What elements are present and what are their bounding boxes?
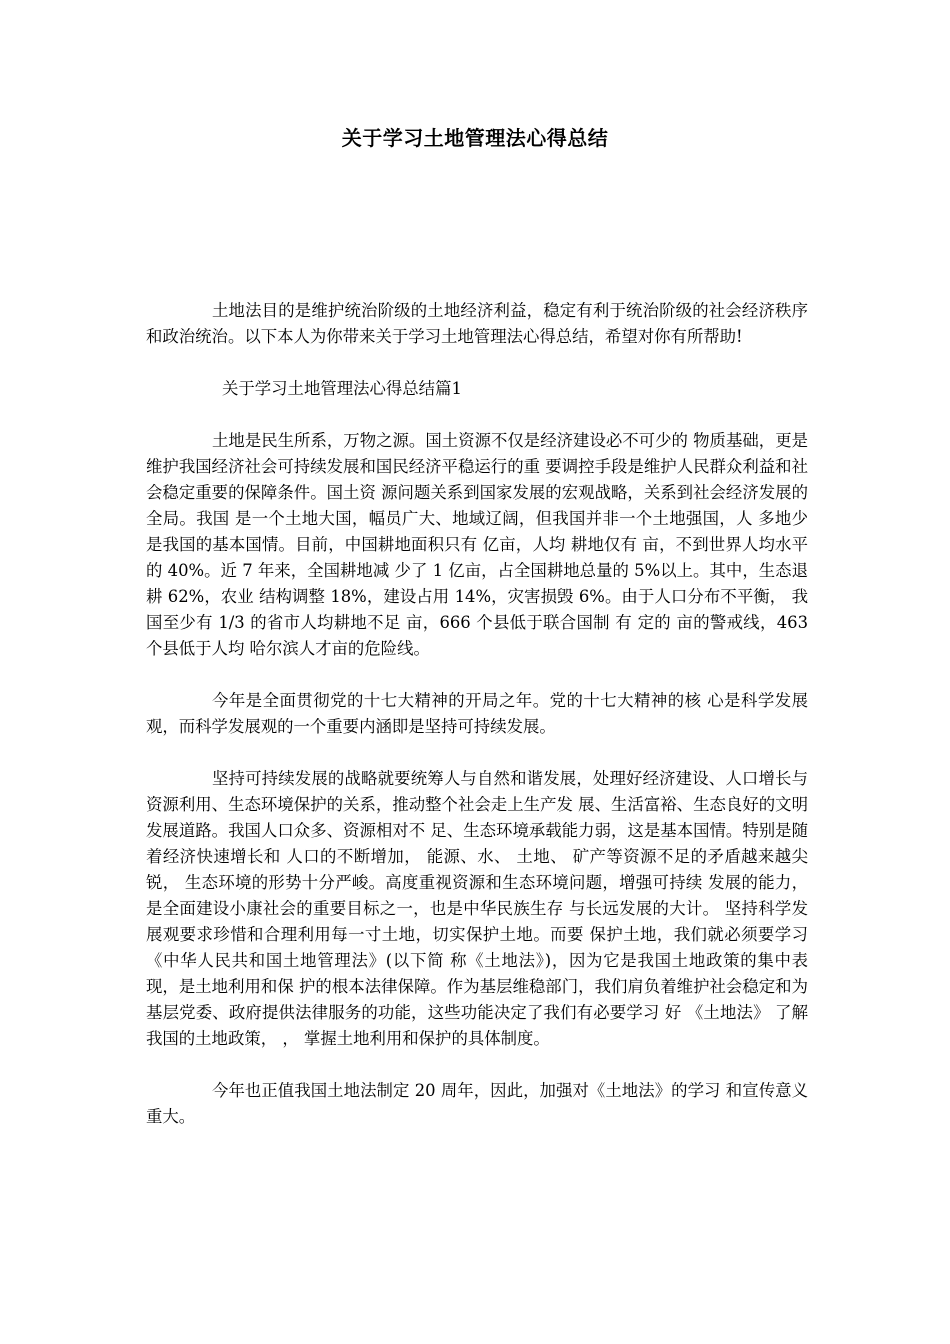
- document-body: [146, 298, 808, 1130]
- body-paragraph-2: 今年是全面贯彻党的十七大精神的开局之年。党的十七大精神的核 心是科学发展观，而科学发展观的一个重要内涵即是坚持可持续发展。: [146, 691, 808, 736]
- document-title: 关于学习土地管理法心得总结: [341, 126, 609, 150]
- body-paragraph-3: 坚持可持续发展的战略就要统筹人与自然和谐发展，处理好经济建设、人口增长与资源利用、生态环境保护的关系，推动整个社会走上生产发 展、生活富裕、生态良好的文明发展道路。我国人口众多、资源相对不 足、生态环境承载能力弱，这是基本国情。特别是随着经济快速增长和 人口的不断增加， 能源、水、 土地、 矿产等资源不足的矛盾越来越尖锐， 生态环境的形势十分严峻。高度重视资源和生态环境问题，增强可持续 发展的能力，是全面建设小康社会的重要目标之一，也是中华民族生存 与长远发展的大计。 坚持科学发展观要求珍惜和合理利用每一寸土地，切实保护土地。而要 保护土地，我们就必须要学习《中华人民共和国土地管理法》(以下简 称《土地法》)，因为它是我国土地政策的集中表现，是土地利用和保 护的根本法律保障。作为基层维稳部门，我们肩负着维护社会稳定和为 基层党委、政府提供法律服务的功能，这些功能决定了我们有必要学习 好 《土地法》 了解我国的土地政策， ， 掌握土地利用和保护的具体制度。: [146, 769, 808, 1048]
- section-heading: 关于学习土地管理法心得总结篇1: [222, 379, 462, 398]
- body-paragraph-1: 土地是民生所系，万物之源。国土资源不仅是经济建设必不可少的 物质基础，更是维护我国经济社会可持续发展和国民经济平稳运行的重 要调控手段是维护人民群众利益和社会稳定重要的保障条件。国土资 源问题关系到国家发展的宏观战略，关系到社会经济发展的全局。我国 是一个土地大国，幅员广大、地域辽阔，但我国并非一个土地强国，人 多地少是我国的基本国情。目前，中国耕地面积只有 亿亩，人均 耕地仅有 亩，不到世界人均水平的 40%。近 7 年来，全国耕地减 少了 1 亿亩，占全国耕地总量的 5%以上。其中，生态退耕 62%，农业 结构调整 18%，建设占用 14%，灾害损毁 6%。由于人口分布不平衡， 我国至少有 1/3 的省市人均耕地不足 亩，666 个县低于联合国制 有 定的 亩的警戒线，463 个县低于人均 哈尔滨人才亩的危险线。: [146, 431, 808, 658]
- body-paragraph-4: 今年也正值我国土地法制定 20 周年，因此，加强对《土地法》的学习 和宣传意义重大。: [146, 1081, 808, 1126]
- intro-paragraph: 土地法目的是维护统治阶级的土地经济利益，稳定有利于统治阶级的社会经济秩序和政治统治。以下本人为你带来关于学习土地管理法心得总结，希望对你有所帮助!: [146, 301, 808, 346]
